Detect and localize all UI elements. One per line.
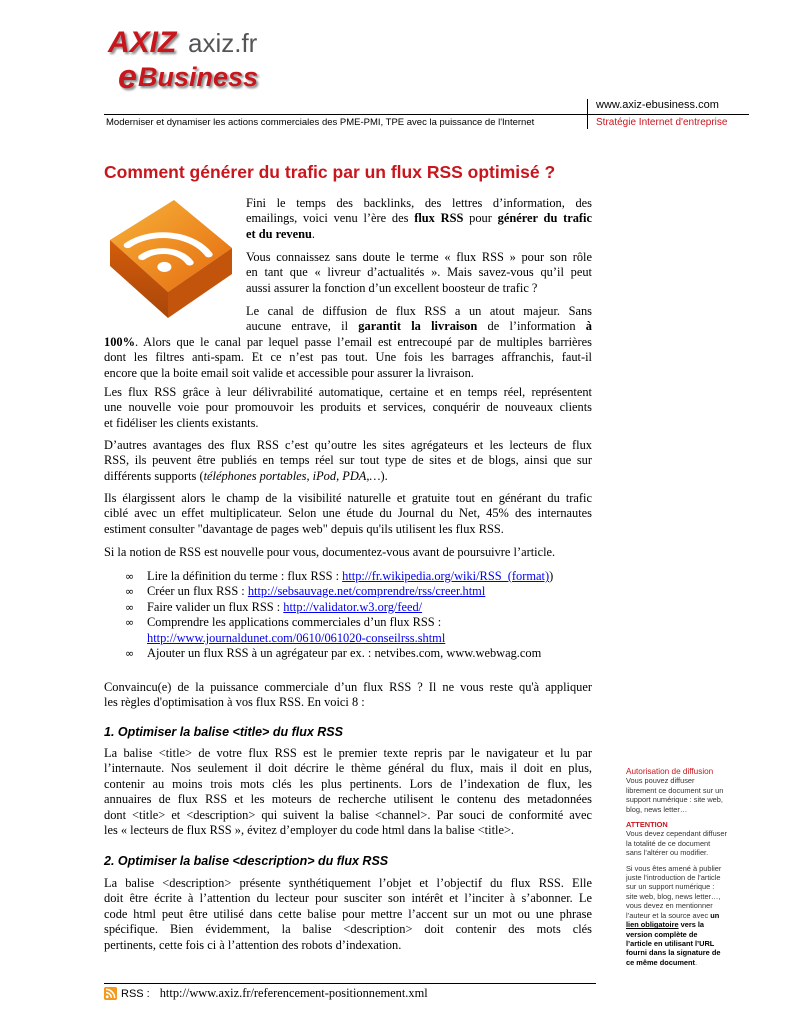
text-line: les règles d'optimisation à vos flux RSS. En voici 8 :: [104, 695, 365, 710]
list-item: [125, 600, 595, 615]
text-line: encore que la boite email soit valide et accessible pour assurer la livraison.: [104, 365, 474, 380]
paragraph-rss-role: [246, 250, 592, 296]
sebsauvage-link[interactable]: http://sebsauvage.net/comprendre/rss/creer.html: [247, 584, 486, 599]
bold-text: lien obligatoire: [626, 920, 679, 930]
text-line: ciblé avec un effet multiplicateur. Selon une étude du Journal du Net, 45% des internautes: [104, 506, 592, 521]
footer-divider: [104, 983, 596, 984]
notice-line: Vous pouvez diffuser: [626, 776, 695, 786]
bold-text: à: [585, 319, 592, 334]
text-line: Fini le temps des backlinks, des lettres d’information, des: [246, 196, 592, 210]
notice-line: [626, 958, 746, 967]
text-run: .: [311, 226, 315, 241]
paragraph-canal-lines-1-2: [246, 304, 592, 335]
text-run: différents supports (: [104, 468, 204, 483]
journaldunet-link[interactable]: http://www.journaldunet.com/0610/061020-conseilrss.shtml: [147, 630, 446, 645]
text-run: . Alors que le canal par lequel passe l’email est entrecoupé par de multiples barrières: [134, 335, 592, 349]
rss-small-icon: [104, 987, 117, 1000]
bold-text: et du revenu: [246, 226, 312, 241]
notice-line: site web, blog, news letter…,: [626, 891, 721, 901]
header-tagline: Moderniser et dynamiser les actions commerciales des PME-PMI, TPE avec la puissance de l'Internet: [106, 117, 535, 128]
bold-text: générer du trafic: [497, 211, 592, 226]
list-item-text: Ajouter un flux RSS à un agrégateur par ex. : netvibes.com, www.webwag.com: [147, 646, 542, 661]
text-line: [104, 335, 592, 350]
paragraph-documentez: [104, 545, 592, 560]
text-line: D’autres avantages des flux RSS c’est qu’outre les sites agrégateurs et les lecteurs de flux: [104, 438, 592, 452]
text-line: aussi assurer la fonction d’un excellent boosteur de trafic ?: [246, 280, 538, 295]
notice-line: la totalité de ce document: [626, 838, 711, 848]
text-line: Vous connaissez sans doute le terme « flux RSS » pour son rôle: [246, 250, 592, 264]
notice-line: support numérique : site web,: [626, 795, 723, 805]
logo-site: axiz.fr: [188, 28, 258, 58]
text-line: Si la notion de RSS est nouvelle pour vous, documentez-vous avant de poursuivre l’article.: [104, 545, 556, 559]
list-item-text: Lire la définition du terme : flux RSS :: [147, 569, 343, 583]
notice-line: Vous devez cependant diffuser: [626, 829, 727, 839]
text-run: l’auteur et la source avec: [626, 910, 711, 920]
notice-line: l’article en utilisant l’URL: [626, 938, 715, 948]
logo-e: e: [118, 58, 137, 96]
text-line: estiment consulter "davantage de pages web" depuis qu'ils utilisent les flux RSS.: [104, 521, 504, 536]
text-line: Les flux RSS grâce à leur délivrabilité automatique, certaine et en temps réel, représentent: [104, 385, 592, 399]
list-item-text: Comprendre les applications commerciales d’un flux RSS :: [147, 615, 442, 630]
notice-line: sans l’altérer ou modifier.: [626, 848, 709, 858]
wikipedia-rss-link[interactable]: http://fr.wikipedia.org/wiki/RSS_(format): [342, 569, 550, 583]
infinity-bullet-icon: ∞: [125, 585, 135, 599]
page-title: Comment générer du trafic par un flux RSS optimisé ?: [104, 162, 556, 182]
text-line: Le canal de diffusion de flux RSS a un atout majeur. Sans: [246, 304, 592, 318]
text-line: et fidéliser les clients existants.: [104, 415, 259, 430]
footer-rss-label: RSS :: [121, 987, 150, 1000]
notice-line: librement ce document sur un: [626, 785, 724, 795]
notice-line: [626, 911, 746, 920]
notice-title: Autorisation de diffusion: [626, 767, 714, 776]
text-line: dont les filtres anti-spam. Et ce n’est pas tout. Une fois les barrages affranchis, faut-il: [104, 350, 592, 365]
section-title-tag-body: [104, 746, 592, 838]
footer: [104, 986, 428, 1001]
text-line: dont <title> et <description> qui suivent la balise <channel>. Par souci de conformité avec: [104, 807, 592, 822]
text-line: [246, 227, 592, 242]
list-item: ∞ Lire la définition du terme : flux RSS : http://fr.wikipedia.org/wiki/RSS_(format)): [125, 569, 554, 583]
bold-text: ce même document: [626, 957, 696, 967]
header-site-url: www.axiz-ebusiness.com: [596, 99, 719, 111]
notice-line: version complète de: [626, 929, 698, 939]
logo-axiz: AXIZ: [108, 26, 177, 59]
bold-text: garantit la livraison: [358, 319, 478, 334]
header-strategy: Stratégie Internet d'entreprise: [596, 117, 728, 128]
paragraph-visibilite: [104, 491, 592, 537]
paragraph-convaincu: [104, 680, 592, 711]
text-run: emailings, voici venu l’ère des: [246, 211, 415, 226]
infinity-bullet-icon: ∞: [125, 616, 135, 630]
text-line: Convaincu(e) de la puissance commerciale d’un flux RSS ? Il ne vous reste qu'à appliquer: [104, 680, 592, 694]
text-run: .: [695, 957, 698, 967]
text-line: La balise <description> présente synthétiquement l’objet et l’objectif du flux RSS. Elle: [104, 876, 592, 890]
text-line: [104, 469, 592, 484]
axiz-ebusiness-logo: [106, 26, 306, 98]
text-line: contenir au moins trois mots clés les plus pertinents. Lors de l’indexation de flux, les: [104, 776, 592, 791]
text-run: aucune entrave, il: [246, 319, 359, 334]
intro-paragraph: [246, 196, 592, 242]
logo-business: Business: [138, 62, 259, 92]
notice-line: vous devez en mentionner: [626, 901, 713, 911]
w3c-validator-link[interactable]: http://validator.w3.org/feed/: [283, 599, 423, 614]
rss-feed-icon: [104, 196, 238, 322]
text-line: [246, 211, 592, 226]
text-line: l’internaute. Nos seulement il doit décrire le thème général du flux, mais il doit en plus,: [104, 761, 592, 776]
text-run: de l’information: [477, 319, 586, 334]
list-item: [125, 584, 595, 599]
text-line: RSS, ils peuvent être publiés en temps réel sur tout type de sites et de blogs, ainsi que sur: [104, 453, 592, 468]
list-item-text: Créer un flux RSS :: [147, 584, 248, 599]
sidebar-diffusion-notice: [626, 767, 746, 967]
bold-text: vers la: [678, 920, 705, 930]
text-line: pertinents, cette fois ci à l’attention des robots d’indexation.: [104, 937, 402, 952]
notice-line: [626, 920, 746, 929]
text-line: spécifique. Bien évidemment, la balise <description> doit contenir des mots clés: [104, 922, 592, 937]
list-item: [125, 615, 595, 646]
header-horizontal-divider: [104, 114, 749, 115]
section-heading-description-tag: 2. Optimiser la balise <description> du flux RSS: [104, 854, 389, 868]
paragraph-delivrabilite: [104, 385, 592, 431]
text-line: une nouvelle voie pour promouvoir les produits et services, conquérir de nouveaux clients: [104, 400, 592, 415]
bold-text: flux RSS: [414, 211, 464, 226]
notice-line: fourni dans la signature de: [626, 948, 721, 958]
text-line: Ils élargissent alors le champ de la visibilité naturelle et gratuite tout en générant du trafic: [104, 491, 592, 505]
bold-text: 100%: [104, 335, 135, 349]
infinity-bullet-icon: ∞: [125, 600, 135, 614]
attention-title: ATTENTION: [626, 820, 668, 830]
infinity-bullet-icon: ∞: [125, 647, 135, 661]
italic-text: téléphones portables, iPod, PDA,…: [203, 468, 381, 483]
notice-line: juste l’introduction de l’article: [626, 873, 721, 883]
paragraph-avantages: [104, 438, 592, 484]
text-line: doit être écrite à l’attention du lecteur pour susciter son intérêt et l’inciter à s’abonner. Le: [104, 891, 592, 906]
notice-line: sur un support numérique :: [626, 882, 715, 892]
resource-list: [125, 569, 595, 661]
text-line: les « lecteurs de flux RSS », évitez d’employer du code html dans la balise <title>.: [104, 823, 515, 838]
notice-line: Si vous êtes amené à publier: [626, 863, 722, 873]
text-run: pour: [463, 211, 498, 226]
text-line: annuaires de flux RSS et les moteurs de recherche utilisent le contenu des metadonnées: [104, 792, 592, 807]
list-item: [125, 646, 595, 661]
text-line: La balise <title> de votre flux RSS est le premier texte repris par le navigateur et lu par: [104, 746, 592, 760]
text-line: code html peut être utilisé dans cette balise pour mettre l’accent sur un mot ou une phrase: [104, 906, 592, 921]
footer-rss-url[interactable]: http://www.axiz.fr/referencement-positionnement.xml: [159, 986, 428, 1000]
text-line: en tant que « livreur d’actualités ». Mais savez-vous qu’il peut: [246, 265, 592, 280]
infinity-bullet-icon: ∞: [125, 570, 135, 583]
text-line: [246, 319, 592, 334]
section-description-tag-body: [104, 876, 592, 953]
paragraph-canal-lines-3-5: [104, 335, 592, 381]
list-item-text: Faire valider un flux RSS :: [147, 599, 284, 614]
bold-text: un: [710, 910, 720, 920]
section-heading-title-tag: 1. Optimiser la balise <title> du flux RSS: [104, 725, 343, 739]
notice-line: blog, news letter…: [626, 804, 688, 814]
text-run: ).: [380, 468, 388, 483]
